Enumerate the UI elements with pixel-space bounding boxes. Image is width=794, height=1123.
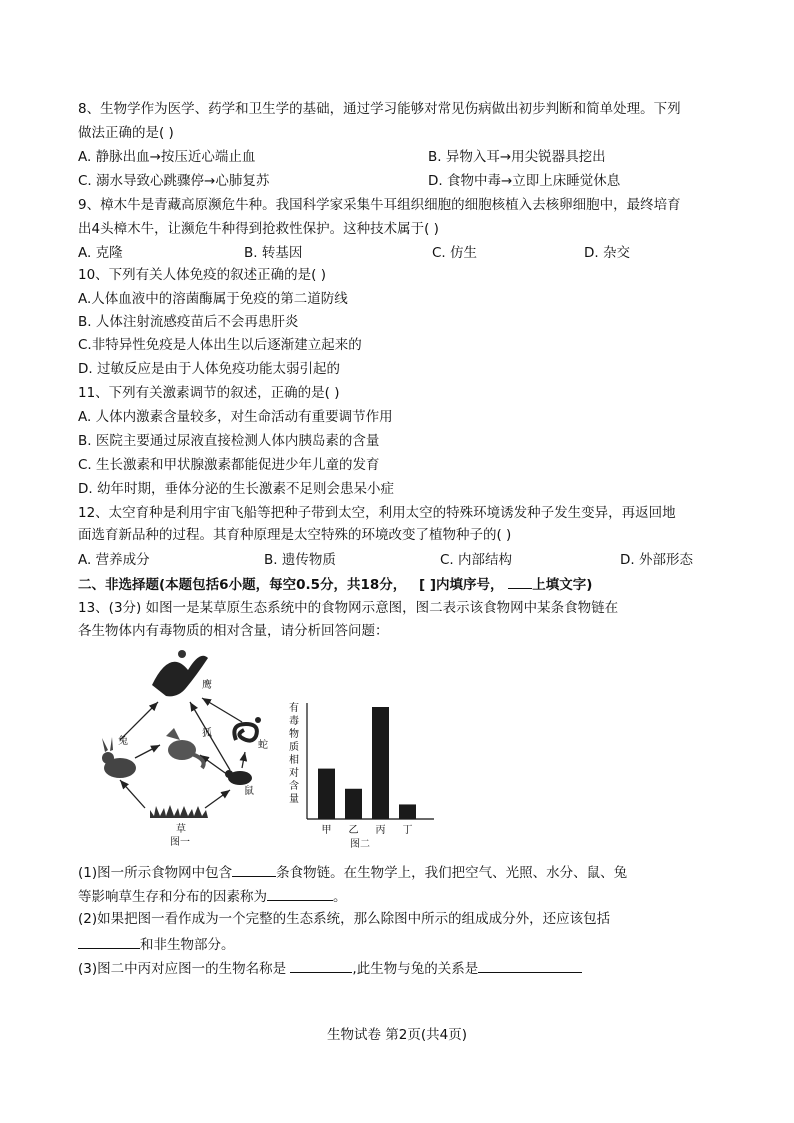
- bar-2: [372, 707, 389, 819]
- arrow-mouse-snake: [242, 752, 245, 768]
- q13-part3-text-b: ,此生物与兔的关系是: [352, 961, 479, 977]
- section2-bracket-text: [ ]内填序号，: [418, 577, 504, 593]
- q13-stem-line1: 13、(3分) 如图一是某草原生态系统中的食物网示意图，图二表示该食物网中某条食物链在: [78, 600, 619, 616]
- arrow-rabbit-eagle: [120, 702, 158, 740]
- arrow-grass-rabbit: [120, 780, 145, 808]
- q9-option-c: C. 仿生: [432, 245, 478, 261]
- y-axis-label-char: 对: [289, 768, 299, 779]
- x-tick-label-2: 丙: [375, 825, 386, 836]
- q13-part2-line1: (2)如果把图一看作成为一个完整的生态系统，那么除图中所示的组成成分外，还应该包括: [78, 911, 611, 927]
- q8-option-d: D. 食物中毒→立即上床睡觉休息: [428, 173, 621, 189]
- eagle-icon: [152, 650, 208, 696]
- q11-option-c: C. 生长激素和甲状腺激素都能促进少年儿童的发育: [78, 457, 380, 473]
- q12-stem-line1: 12、太空育种是利用宇宙飞船等把种子带到太空，利用太空的特殊环境诱发种子发生变异，再返回地: [78, 505, 676, 521]
- arrow-rabbit-fox: [135, 745, 160, 758]
- q13-part1-text-d: 。: [333, 889, 347, 905]
- y-axis-label-char: 物: [289, 729, 299, 740]
- q13-blank-2[interactable]: [267, 886, 333, 901]
- section2-tail-text: 上填文字): [532, 577, 593, 593]
- figure2-caption: 图二: [350, 839, 370, 850]
- y-axis-label-char: 有: [289, 703, 299, 714]
- q8-stem-line2: 做法正确的是( ): [78, 125, 174, 141]
- q12-option-a: A. 营养成分: [78, 552, 150, 568]
- fox-label: 狐: [202, 728, 212, 739]
- y-axis-label-char: 量: [289, 794, 299, 805]
- q13-part3-text-a: (3)图二中丙对应图一的生物名称是: [78, 961, 287, 977]
- food-web-figure: [90, 640, 290, 850]
- q13-part3-line: [78, 958, 582, 978]
- q13-blank-1[interactable]: [232, 862, 276, 877]
- y-axis-label-char: 质: [289, 742, 299, 753]
- q13-part1-line1: [78, 862, 627, 882]
- q10-stem: 10、下列有关人体免疫的叙述正确的是( ): [78, 267, 327, 283]
- q8-option-c: C. 溺水导致心跳骤停→心肺复苏: [78, 173, 270, 189]
- q11-option-d: D. 幼年时期，垂体分泌的生长激素不足则会患呆小症: [78, 481, 394, 497]
- q13-part2-line2: [78, 934, 235, 954]
- bar-0: [318, 769, 335, 819]
- q11-stem: 11、下列有关激素调节的叙述，正确的是( ): [78, 385, 340, 401]
- q10-option-a: A.人体血液中的溶菌酶属于免疫的第二道防线: [78, 291, 348, 307]
- q9-stem-line2: 出4头樟木牛，让濒危牛种得到抢救性保护。这种技术属于( ): [78, 221, 439, 237]
- y-axis-label: [289, 701, 299, 805]
- q13-blank-4[interactable]: [290, 958, 352, 973]
- q13-blank-3[interactable]: [78, 934, 140, 949]
- figure1-caption: 图一: [170, 837, 190, 848]
- q13-part1-text-b: 条食物链。在生物学上，我们把空气、光照、水分、鼠、兔: [276, 865, 628, 881]
- x-tick-label-0: 甲: [321, 825, 332, 836]
- q13-part1-text-a: (1)图一所示食物网中包含: [78, 865, 233, 881]
- toxin-bar-chart: [272, 695, 442, 850]
- q13-blank-5[interactable]: [478, 958, 582, 973]
- arrow-snake-eagle: [202, 698, 242, 722]
- q11-option-a: A. 人体内激素含量较多，对生命活动有重要调节作用: [78, 409, 393, 425]
- q10-option-d: D. 过敏反应是由于人体免疫功能太弱引起的: [78, 361, 340, 377]
- q10-option-c: C.非特异性免疫是人体出生以后逐渐建立起来的: [78, 337, 362, 353]
- q12-option-d: D. 外部形态: [620, 552, 693, 568]
- fox-icon: [166, 728, 204, 768]
- page-footer: 生物试卷 第2页(共4页): [326, 1027, 467, 1043]
- section2-heading: [78, 574, 592, 594]
- grass-icon: [150, 805, 208, 818]
- q8-option-b: B. 异物入耳→用尖锐器具挖出: [428, 149, 606, 165]
- eagle-label: 鹰: [202, 680, 212, 691]
- q9-stem-line1: 9、樟木牛是青藏高原濒危牛种。我国科学家采集牛耳组织细胞的细胞核植入去核卵细胞中，最终培育: [78, 197, 681, 213]
- q9-option-a: A. 克隆: [78, 245, 123, 261]
- q8-stem-line1: 8、生物学作为医学、药学和卫生学的基础，通过学习能够对常见伤病做出初步判断和简单处理。下列: [78, 101, 681, 117]
- q9-option-b: B. 转基因: [244, 245, 303, 261]
- q13-part2-text-b: 和非生物部分。: [140, 937, 235, 953]
- section2-head-text: 二、非选择题(本题包括6小题，每空0.5分，共18分，: [78, 577, 407, 593]
- arrow-grass-mouse: [205, 790, 230, 808]
- q12-stem-line2: 面选育新品种的过程。其育种原理是太空特殊的环境改变了植物种子的( ): [78, 527, 512, 543]
- rabbit-label: 兔: [118, 736, 128, 747]
- mouse-icon: [225, 770, 252, 785]
- section2-blank: [508, 574, 532, 589]
- y-axis-label-char: 相: [289, 755, 299, 766]
- q10-option-b: B. 人体注射流感疫苗后不会再患肝炎: [78, 314, 299, 330]
- y-axis-label-char: 毒: [289, 716, 299, 727]
- x-tick-label-3: 丁: [402, 825, 413, 836]
- x-tick-label-1: 乙: [348, 825, 359, 836]
- q11-option-b: B. 医院主要通过尿液直接检测人体内胰岛素的含量: [78, 433, 380, 449]
- q13-part1-text-c: 等影响草生存和分布的因素称为: [78, 889, 267, 905]
- bar-1: [345, 789, 362, 819]
- grass-label: 草: [176, 824, 186, 835]
- y-axis-label-char: 含: [289, 781, 299, 792]
- snake-label: 蛇: [258, 740, 268, 751]
- q8-option-a: A. 静脉出血→按压近心端止血: [78, 149, 256, 165]
- q13-stem-line2: 各生物体内有毒物质的相对含量，请分析回答问题：: [78, 623, 389, 639]
- bar-3: [399, 804, 416, 819]
- q12-option-c: C. 内部结构: [440, 552, 513, 568]
- q12-option-b: B. 遗传物质: [264, 552, 336, 568]
- q9-option-d: D. 杂交: [584, 245, 630, 261]
- q13-part1-line2: [78, 886, 347, 906]
- mouse-label: 鼠: [244, 786, 254, 797]
